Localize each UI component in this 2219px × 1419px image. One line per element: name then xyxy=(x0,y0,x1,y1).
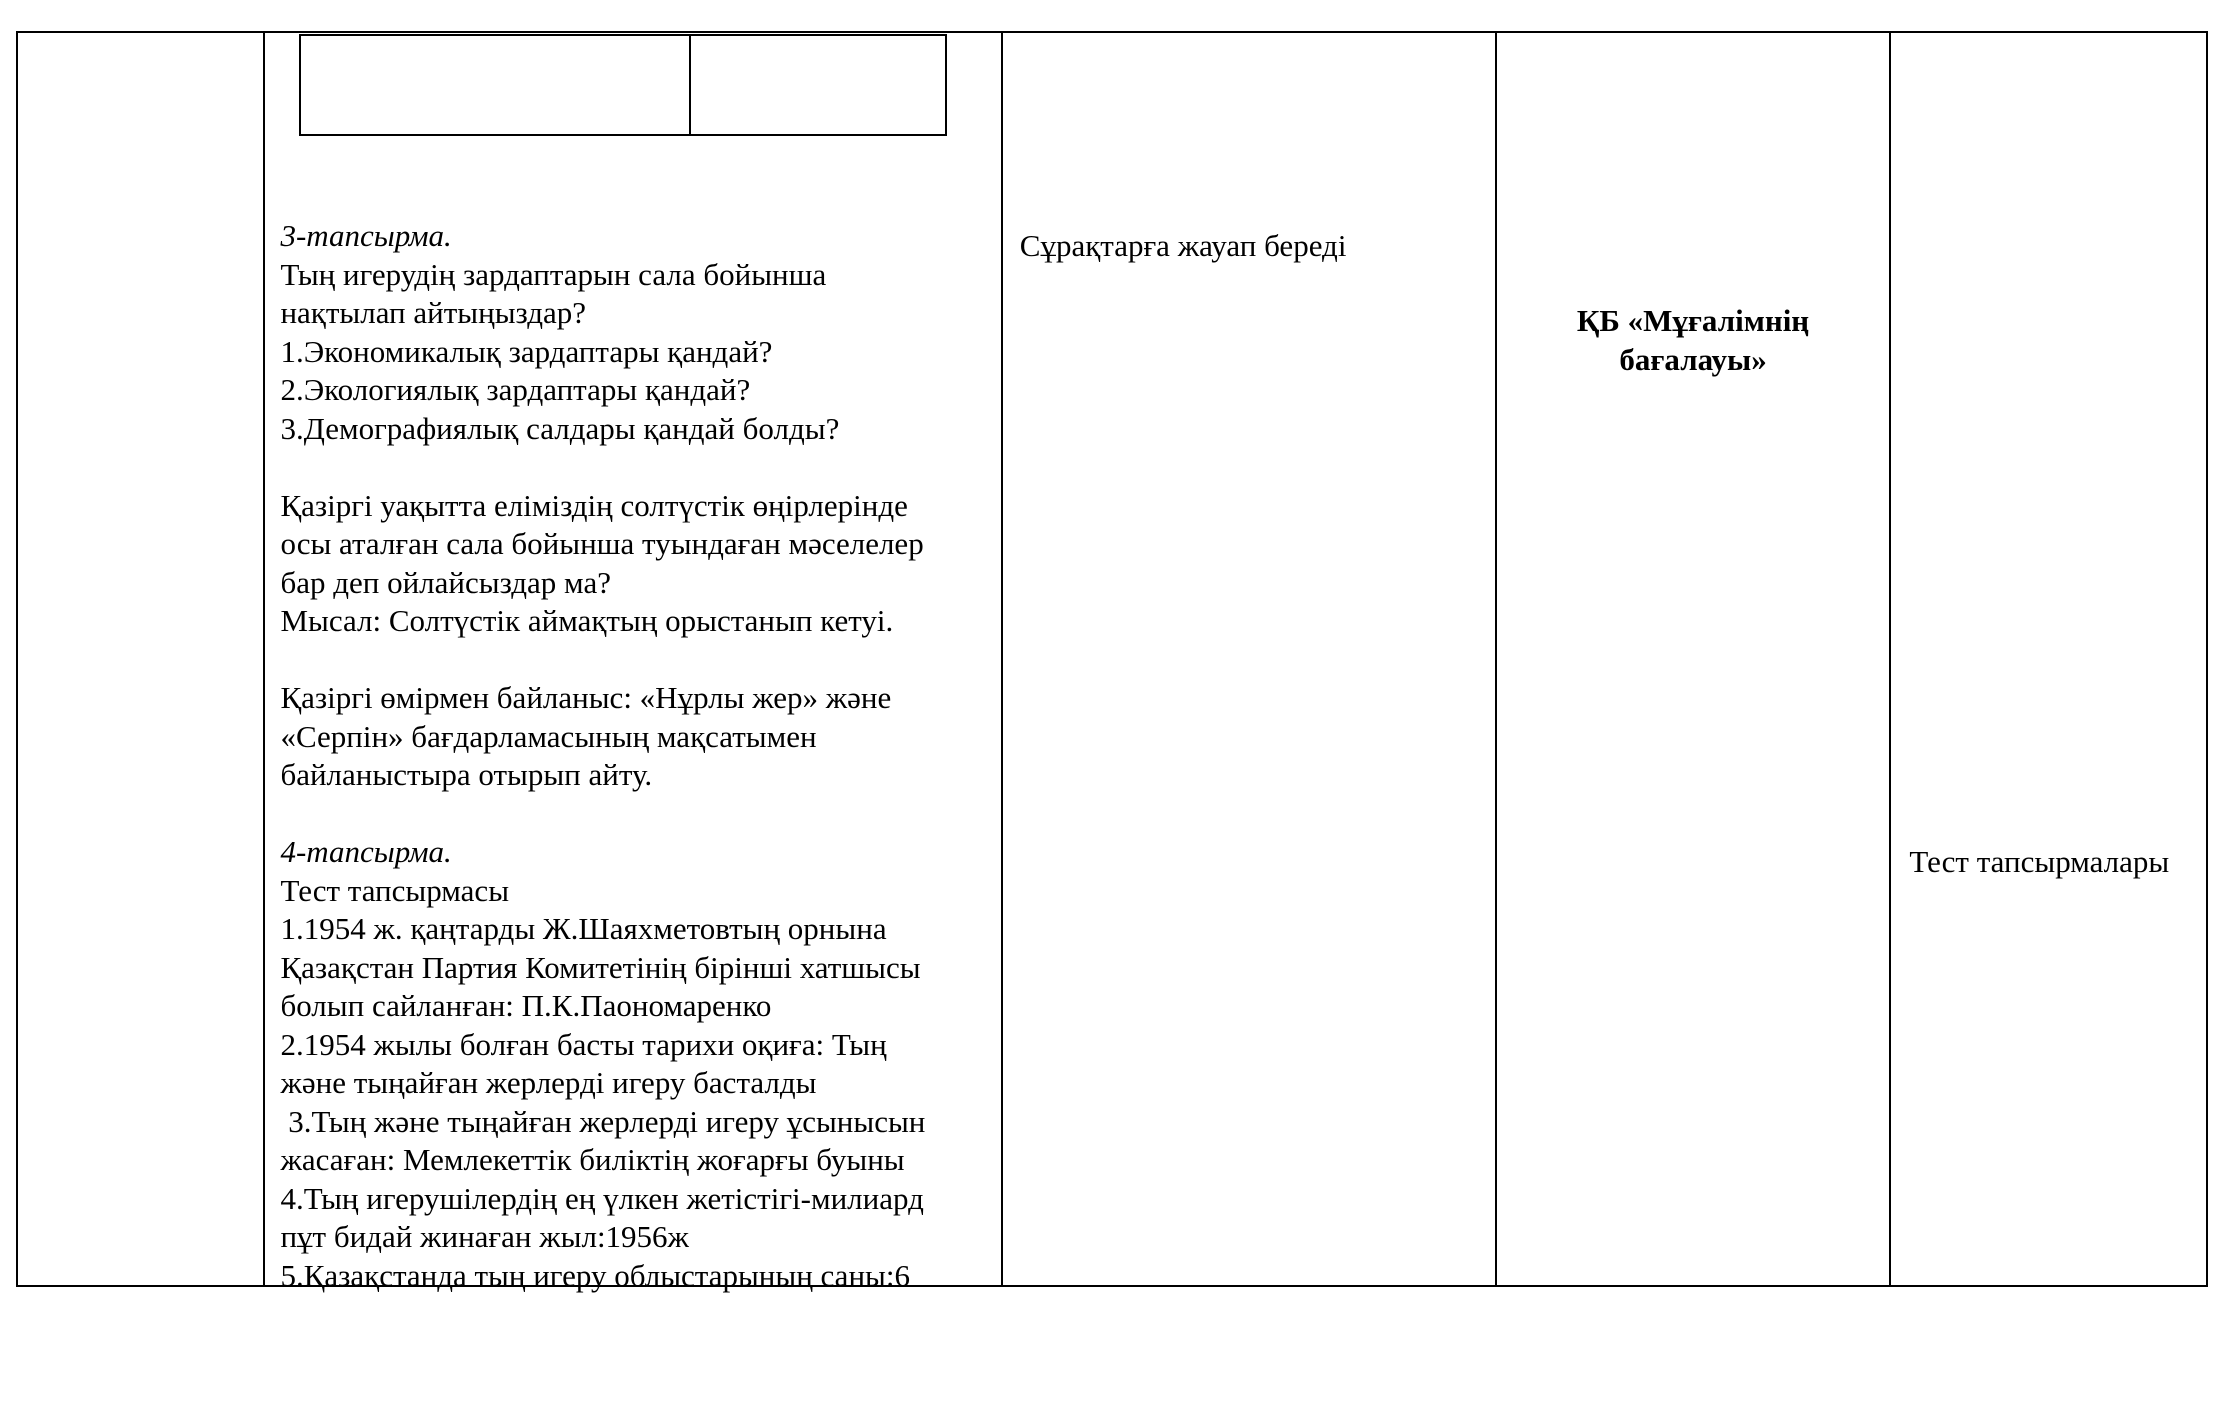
test-line: 3.Тың және тыңайған жерлерді игеру ұсынысын xyxy=(280,1103,926,1139)
discussion-line: осы аталған сала бойынша туындаған мәселелер xyxy=(280,526,924,561)
assessment-cell xyxy=(1496,32,1891,1286)
task3-line: 2.Экологиялық зардаптары қандай? xyxy=(280,372,751,407)
resources-cell xyxy=(1890,32,2207,1286)
inner-table-cell xyxy=(690,35,946,135)
inner-table-row xyxy=(300,35,946,135)
assessment-line: ҚБ «Мұғалімнің xyxy=(1576,303,1810,338)
test-line: Қазақстан Партия Комитетінің бірінші хатшысы xyxy=(280,949,921,985)
task4-title: 4-тапсырма. xyxy=(280,834,452,869)
test-line: болып сайланған: П.К.Паономаренко xyxy=(280,988,772,1023)
lesson-plan-table xyxy=(16,31,2208,1293)
paragraph-gap xyxy=(280,448,1000,487)
lesson-plan-row xyxy=(17,32,2207,1286)
assessment-text xyxy=(1497,302,1890,379)
discussion-line: Қазіргі уақытта еліміздің солтүстік өңірлерінде xyxy=(280,487,908,523)
test-line: 1.1954 ж. қаңтарды Ж.Шаяхметовтың орнына xyxy=(280,911,887,946)
resources-text: Тест тапсырмалары xyxy=(1909,844,2170,879)
connection-line: байланыстыра отырып айту. xyxy=(280,757,653,792)
task3-title: 3-тапсырма. xyxy=(280,218,452,253)
task3-line: 3.Демографиялық салдары қандай болды? xyxy=(280,410,840,446)
stage-cell xyxy=(17,32,264,1286)
discussion-line: бар деп ойлайсыздар ма? xyxy=(280,564,611,600)
inner-empty-table xyxy=(299,34,947,136)
student-activity-text: Сұрақтарға жауап береді xyxy=(1019,228,1347,263)
discussion-line: Мысал: Солтүстік аймақтың орыстанып кетуі. xyxy=(280,603,894,638)
task4-subtitle: Тест тапсырмасы xyxy=(280,872,510,908)
task3-line: нақтылап айтыңыздар? xyxy=(280,295,587,330)
test-line: жасаған: Мемлекеттік биліктің жоғарғы буыны xyxy=(280,1142,905,1177)
test-line: пұт бидай жинаған жыл:1956ж xyxy=(280,1219,689,1254)
student-activity-cell xyxy=(1002,32,1496,1286)
task3-line: 1.Экономикалық зардаптары қандай? xyxy=(280,333,773,369)
inner-table-cell xyxy=(300,35,690,135)
paragraph-gap xyxy=(280,641,1000,680)
test-line: 5.Қазақстанда тың игеру облыстарының саны:6 xyxy=(280,1257,910,1293)
test-line: және тыңайған жерлерді игеру басталды xyxy=(280,1065,817,1100)
task3-line: Тың игерудің зардаптарын сала бойынша xyxy=(280,256,827,292)
paragraph-gap xyxy=(280,795,1000,834)
task-content xyxy=(280,217,1000,1295)
assessment-line: бағалауы» xyxy=(1619,341,1767,377)
test-line: 2.1954 жылы болған басты тарихи оқиға: Тың xyxy=(280,1026,887,1062)
connection-line: «Серпін» бағдарламасының мақсатымен xyxy=(280,718,817,754)
test-line: 4.Тың игерушілердің ең үлкен жетістігі-милиард xyxy=(280,1180,924,1216)
teacher-activity-cell xyxy=(264,32,1001,1293)
connection-line: Қазіргі өмірмен байланыс: «Нұрлы жер» және xyxy=(280,680,892,715)
